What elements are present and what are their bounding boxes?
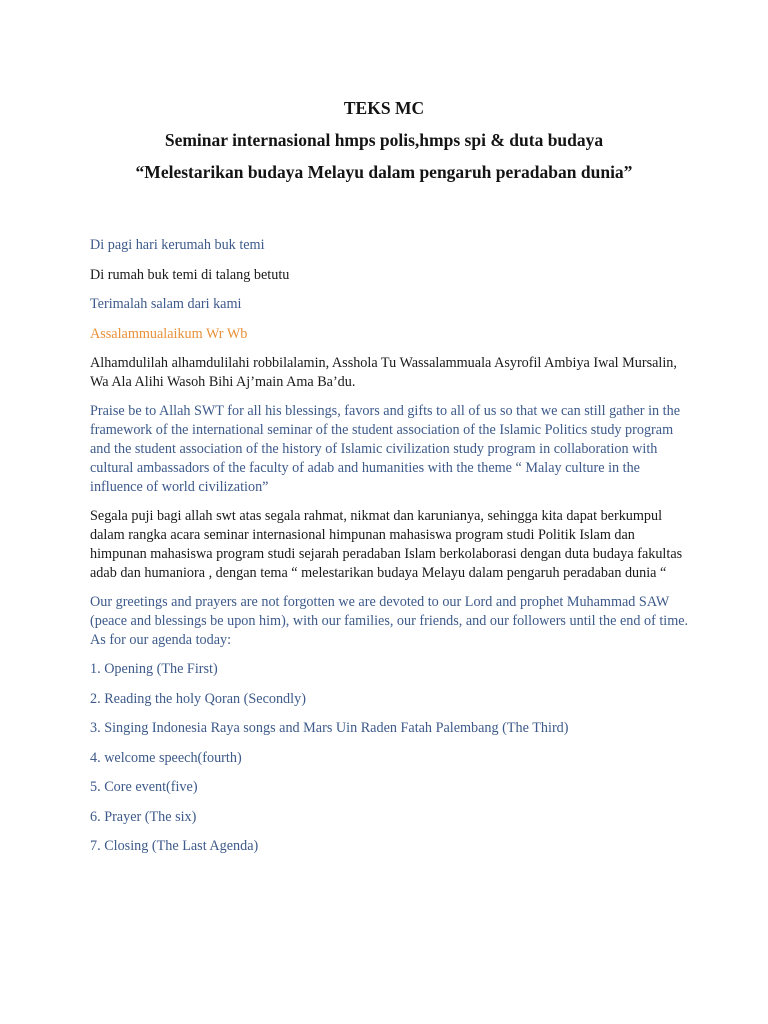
document-body bbox=[90, 236, 690, 867]
pantun-line-3: Terimalah salam dari kami bbox=[90, 296, 242, 312]
pantun-line-1: Di pagi hari kerumah buk temi bbox=[90, 237, 265, 253]
title-teks-mc: TEKS MC bbox=[343, 98, 425, 118]
greetings-paragraph: Our greetings and prayers are not forgotten we are devoted to our Lord and prophet Muhammad SAW (peace and blessings be upon him), with our families, our friends, and our followers until the end of time. As for our agenda today: bbox=[90, 594, 689, 648]
pantun-line-2: Di rumah buk temi di talang betutu bbox=[90, 266, 290, 283]
agenda-item: 3. Singing Indonesia Raya songs and Mars Uin Raden Fatah Palembang (The Third) bbox=[90, 720, 569, 736]
title-seminar: Seminar internasional hmps polis,hmps spi & duta budaya bbox=[164, 130, 604, 150]
salam-line: Assalammualaikum Wr Wb bbox=[90, 325, 248, 342]
arabic-praise-paragraph: Alhamdulilah alhamdulilahi robbilalamin, Asshola Tu Wassalammuala Asyrofil Ambiya Iwal Mursalin, Wa Ala Alihi Wasoh Bihi Aj’main Ama Ba’du. bbox=[90, 355, 677, 390]
document-title-block bbox=[0, 92, 768, 188]
indonesian-praise-paragraph: Segala puji bagi allah swt atas segala rahmat, nikmat dan karunianya, sehingga kita dapat berkumpul dalam rangka acara seminar internasional himpunan mahasiswa program studi Politik Islam dan himpunan mahasiswa program studi sejarah peradaban Islam berkolaborasi dengan duta budaya fakultas adab dan humaniora , dengan tema “ melestarikan budaya Melayu dalam pengaruh peradaban dunia “ bbox=[90, 508, 683, 581]
agenda-list bbox=[90, 660, 690, 856]
title-theme: “Melestarikan budaya Melayu dalam pengaruh peradaban dunia” bbox=[135, 162, 633, 182]
agenda-item: 5. Core event(five) bbox=[90, 779, 198, 795]
agenda-item: 7. Closing (The Last Agenda) bbox=[90, 838, 259, 854]
agenda-item: 6. Prayer (The six) bbox=[90, 808, 197, 825]
agenda-item: 1. Opening (The First) bbox=[90, 661, 218, 677]
agenda-item: 4. welcome speech(fourth) bbox=[90, 749, 242, 766]
agenda-item: 2. Reading the holy Qoran (Secondly) bbox=[90, 690, 306, 707]
english-praise-paragraph: Praise be to Allah SWT for all his blessings, favors and gifts to all of us so that we can still gather in the framework of the international seminar of the student association of the Islamic Politics study program and the student association of the history of Islamic civilization study program in collaboration with cultural ambassadors of the faculty of adab and humanities with the theme “ Malay culture in the influence of world civilization” bbox=[90, 403, 680, 495]
